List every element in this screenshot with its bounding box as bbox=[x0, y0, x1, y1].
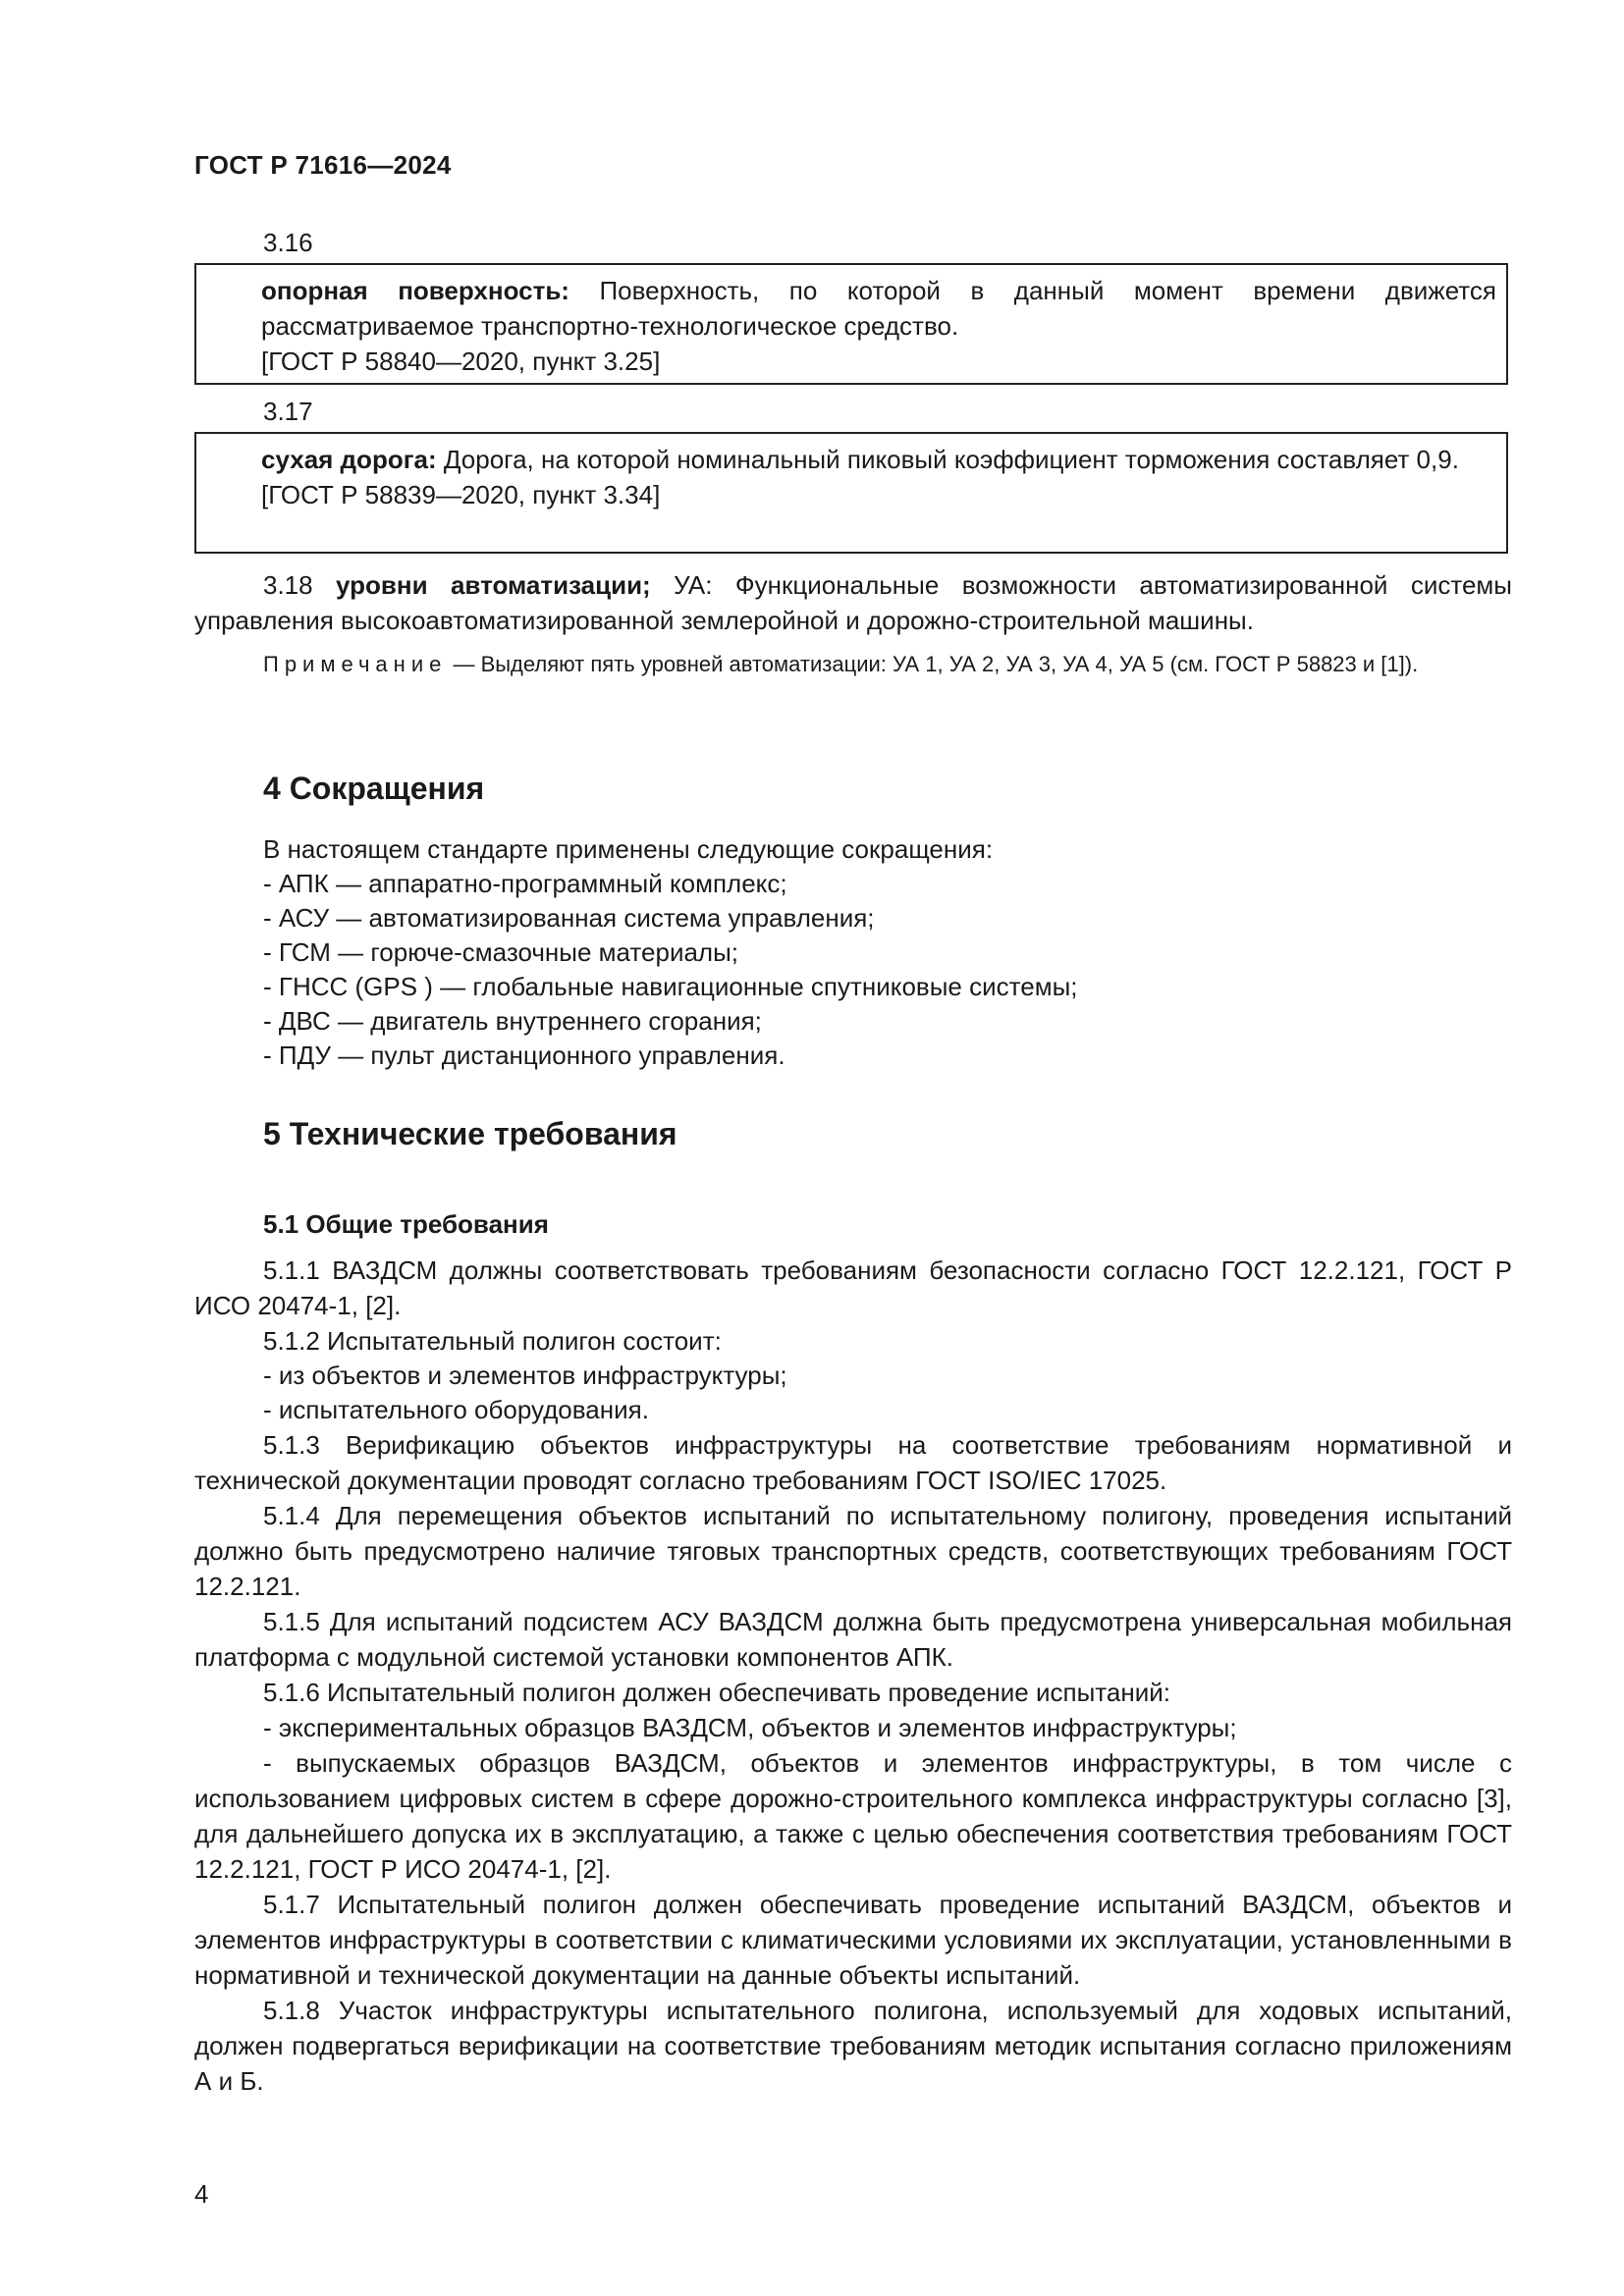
term-title: опорная поверхность: bbox=[261, 276, 569, 305]
term-number-3-17: 3.17 bbox=[263, 397, 313, 426]
term-box-3-16 bbox=[194, 263, 1508, 385]
term-title: уровни автоматизации; bbox=[336, 570, 651, 600]
term-text: Поверхность, по которой в данный момент времени движется рассматриваемое транспортно-технологическое средство. bbox=[261, 276, 1496, 341]
page-number: 4 bbox=[194, 2179, 209, 2209]
abbreviations-intro: В настоящем стандарте применены следующие сокращения: bbox=[263, 834, 994, 864]
list-item: - ГНСС (GPS ) — глобальные навигационные спутниковые системы; bbox=[263, 972, 1078, 1001]
list-item: - из объектов и элементов инфраструктуры; bbox=[263, 1361, 787, 1390]
paragraph-5-1-4: 5.1.4 Для перемещения объектов испытаний по испытательному полигону, проведения испытаний должно быть предусмотрено наличие тяговых транспортных средств, соответствующих требованиям ГОСТ 12.2.121. bbox=[194, 1501, 1512, 1601]
paragraph-5-1-5: 5.1.5 Для испытаний подсистем АСУ ВАЗДСМ должна быть предусмотрена универсальная мобильная платформа с модульной системой установки компонентов АПК. bbox=[194, 1607, 1512, 1672]
term-text: Дорога, на которой номинальный пиковый коэффициент торможения составляет 0,9. bbox=[436, 445, 1459, 474]
term-definition bbox=[194, 567, 1512, 638]
term-source: [ГОСТ Р 58840—2020, пункт 3.25] bbox=[261, 347, 661, 376]
term-3-18 bbox=[194, 567, 1512, 638]
paragraph-5-1-8: 5.1.8 Участок инфраструктуры испытательного полигона, используемый для ходовых испытаний, должен подвергаться верификации на соответствие требованиям методик испытания согласно приложениям А и Б. bbox=[194, 1996, 1512, 2096]
term-title: сухая дорога: bbox=[261, 445, 437, 474]
section-5-title: 5 Технические требования bbox=[263, 1116, 677, 1151]
paragraph-5-1-2: 5.1.2 Испытательный полигон состоит: bbox=[263, 1326, 722, 1356]
list-item: - ГСМ — горюче-смазочные материалы; bbox=[263, 937, 739, 967]
paragraph-5-1-6-item-2: - выпускаемых образцов ВАЗДСМ, объектов и элементов инфраструктуры, в том числе с использованием цифровых систем в сфере дорожно-строительного комплекса инфраструктуры согласно [3], для дальнейшего допуска их в эксплуатацию, а также с целью обеспечения соответствия требованиям ГОСТ 12.2.121, ГОСТ Р ИСО 20474-1, [2]. bbox=[194, 1748, 1512, 1884]
note-text: — Выделяют пять уровней автоматизации: УА 1, УА 2, УА 3, УА 4, УА 5 (см. ГОСТ Р 58823 и [1]). bbox=[447, 652, 1419, 676]
term-number-3-16: 3.16 bbox=[263, 228, 313, 257]
list-item: - АПК — аппаратно-программный комплекс; bbox=[263, 869, 787, 898]
term-definition bbox=[261, 442, 1496, 477]
term-definition bbox=[261, 273, 1496, 344]
section-5-body bbox=[194, 1253, 1512, 2099]
abbreviations-section bbox=[194, 832, 1512, 1073]
section-4-title: 4 Сокращения bbox=[263, 771, 485, 806]
paragraph-5-1-1: 5.1.1 ВАЗДСМ должны соответствовать требованиям безопасности согласно ГОСТ 12.2.121, ГОСТ Р ИСО 20474-1, [2]. bbox=[194, 1255, 1512, 1320]
list-item: - АСУ — автоматизированная система управления; bbox=[263, 903, 875, 933]
subsection-5-1-title: 5.1 Общие требования bbox=[263, 1209, 549, 1239]
polygon-composition-list bbox=[194, 1359, 1512, 1427]
term-box-3-17 bbox=[194, 432, 1508, 554]
term-source: [ГОСТ Р 58839—2020, пункт 3.34] bbox=[261, 480, 661, 509]
list-item: - испытательного оборудования. bbox=[263, 1395, 649, 1424]
paragraph-5-1-6: 5.1.6 Испытательный полигон должен обеспечивать проведение испытаний: bbox=[263, 1678, 1170, 1707]
note-label: Примечание bbox=[263, 652, 448, 676]
document-code: ГОСТ Р 71616—2024 bbox=[194, 150, 452, 180]
note-paragraph bbox=[194, 648, 1512, 681]
paragraph-5-1-6-item-1: - экспериментальных образцов ВАЗДСМ, объектов и элементов инфраструктуры; bbox=[263, 1713, 1237, 1742]
term-number-3-18: 3.18 bbox=[263, 570, 313, 600]
paragraph-5-1-3: 5.1.3 Верификацию объектов инфраструктуры на соответствие требованиям нормативной и технической документации проводят согласно требованиям ГОСТ ISO/IEC 17025. bbox=[194, 1430, 1512, 1495]
abbreviations-list bbox=[194, 867, 1512, 1073]
paragraph-5-1-7: 5.1.7 Испытательный полигон должен обеспечивать проведение испытаний ВАЗДСМ, объектов и элементов инфраструктуры в соответствии с климатическими условиями их эксплуатации, установленными в нормативной и технической документации на данные объекты испытаний. bbox=[194, 1890, 1512, 1990]
term-text: УА: Функциональные возможности автоматизированной системы управления высокоавтоматизированной землеройной и дорожно-строительной машины. bbox=[194, 570, 1512, 635]
list-item: - ДВС — двигатель внутреннего сгорания; bbox=[263, 1006, 762, 1036]
list-item: - ПДУ — пульт дистанционного управления. bbox=[263, 1041, 785, 1070]
note-3-18 bbox=[194, 648, 1512, 681]
